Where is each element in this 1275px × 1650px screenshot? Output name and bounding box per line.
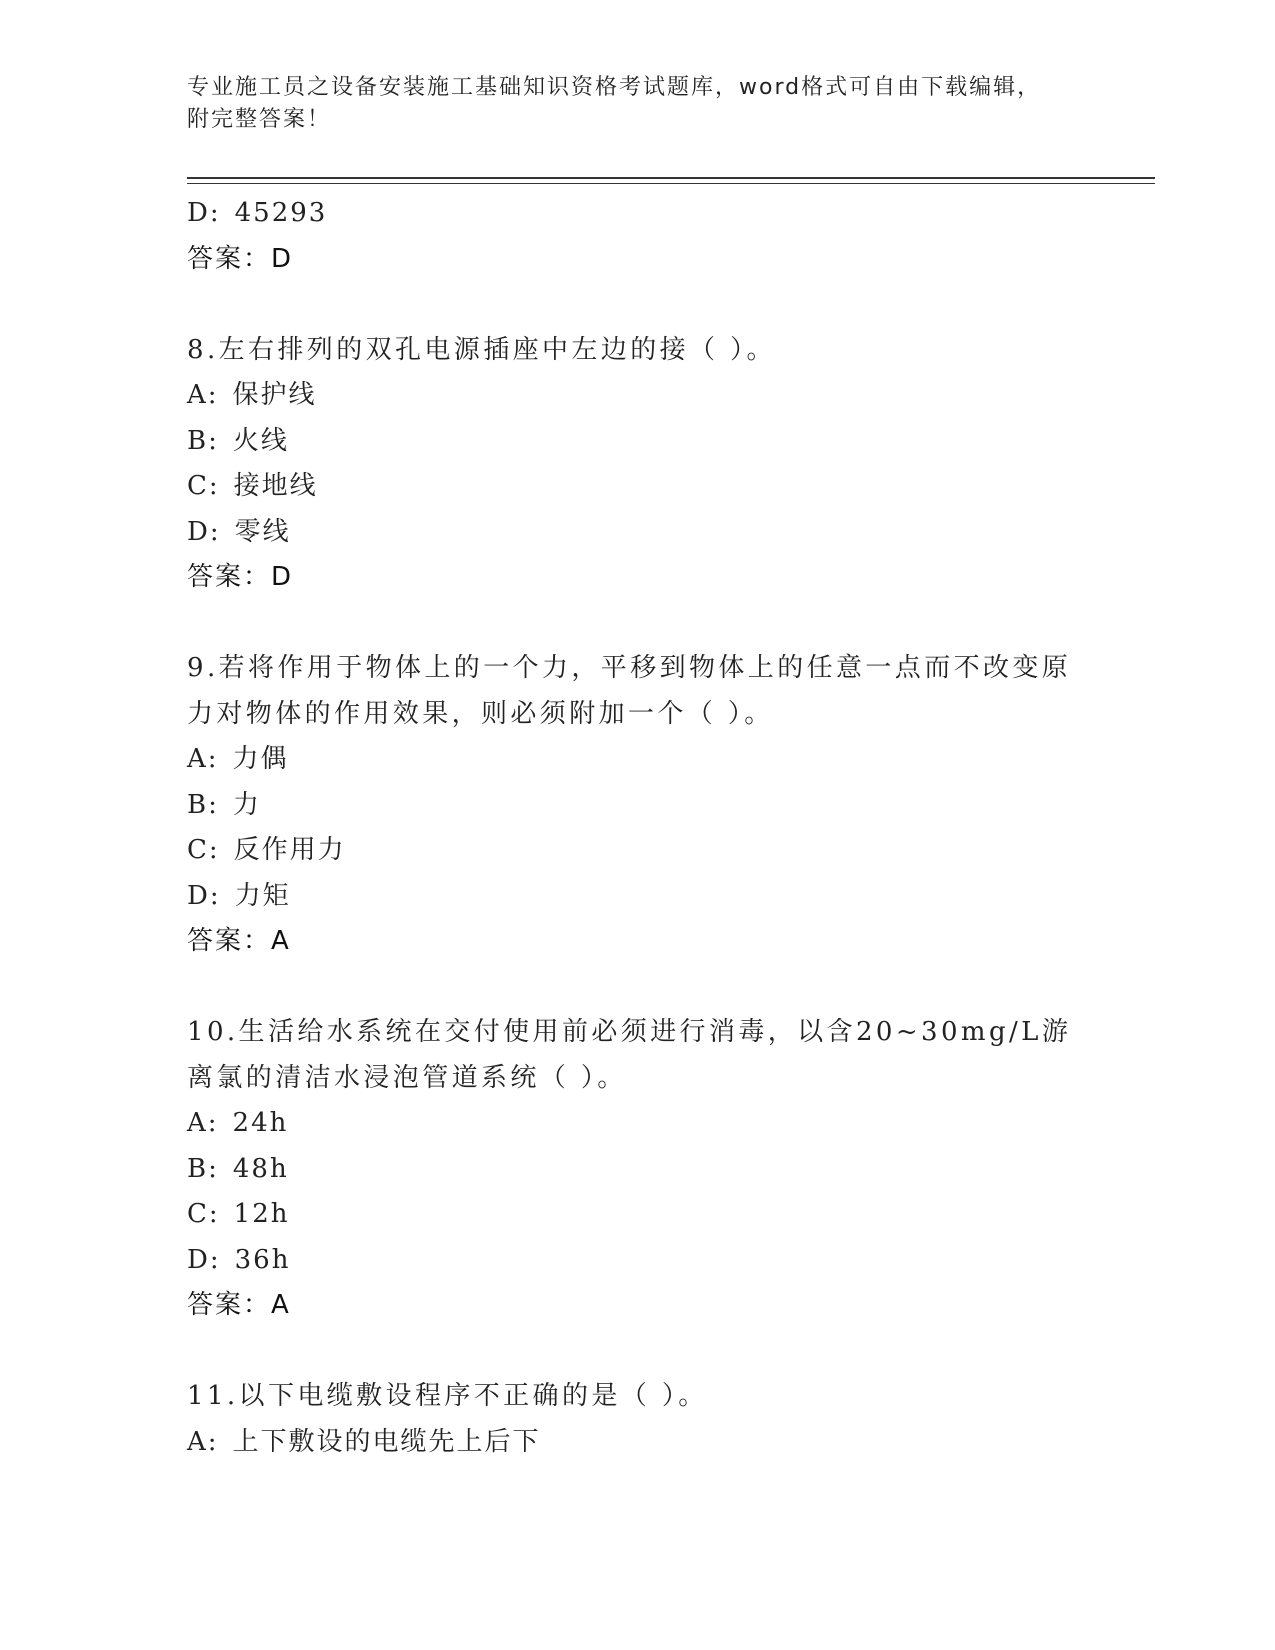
option-row bbox=[187, 828, 1087, 874]
option-row bbox=[187, 1192, 1087, 1238]
question-list bbox=[187, 191, 1087, 1465]
header-line-1: 专业施工员之设备安装施工基础知识资格考试题库，word格式可自由下载编辑， bbox=[187, 75, 1042, 100]
answer-line: 答案：D bbox=[187, 243, 294, 274]
spacer bbox=[187, 1329, 1087, 1375]
option-label: C: bbox=[187, 1199, 220, 1229]
option-label: B: bbox=[187, 1153, 219, 1184]
option-text: 零线 bbox=[234, 516, 291, 547]
option-row bbox=[187, 737, 1087, 783]
option-text: 24h bbox=[232, 1108, 289, 1138]
option-label: A: bbox=[187, 1108, 219, 1138]
option-label: D: bbox=[187, 516, 221, 547]
option-row bbox=[187, 1420, 1087, 1466]
option-text: 上下敷设的电缆先上后下 bbox=[232, 1426, 541, 1457]
option-label: B: bbox=[187, 425, 219, 456]
option-text: 接地线 bbox=[233, 471, 318, 501]
option-text: 反作用力 bbox=[233, 835, 346, 865]
option-label: C: bbox=[187, 471, 220, 501]
answer-line: 答案：A bbox=[187, 926, 291, 956]
option-label: A: bbox=[187, 744, 219, 774]
option-row bbox=[187, 373, 1087, 419]
option-text: 力矩 bbox=[234, 880, 291, 911]
page-header bbox=[187, 72, 1067, 136]
option-label: D: bbox=[187, 198, 221, 228]
option-text: 45293 bbox=[234, 198, 328, 228]
spacer bbox=[187, 282, 1087, 328]
option-label: B: bbox=[187, 789, 219, 820]
option-label: D: bbox=[187, 1244, 221, 1275]
option-text: 力偶 bbox=[232, 744, 289, 774]
option-row bbox=[187, 1147, 1087, 1193]
option-text: 保护线 bbox=[232, 380, 317, 410]
option-label: A: bbox=[187, 1426, 219, 1457]
option-row bbox=[187, 510, 1087, 556]
option-label: A: bbox=[187, 380, 219, 410]
header-line-2: 附完整答案！ bbox=[187, 107, 332, 132]
option-row bbox=[187, 191, 1087, 237]
header-divider-thin bbox=[187, 183, 1155, 184]
answer-line: 答案：A bbox=[187, 1290, 291, 1320]
option-text: 力 bbox=[232, 789, 261, 820]
question-text: 11.以下电缆敷设程序不正确的是（ ）。 bbox=[187, 1381, 708, 1411]
spacer bbox=[187, 965, 1087, 1011]
option-text: 36h bbox=[234, 1244, 291, 1275]
option-label: D: bbox=[187, 880, 221, 911]
spacer bbox=[187, 601, 1087, 647]
header-divider-thick bbox=[187, 177, 1155, 179]
question-text: 10.生活给水系统在交付使用前必须进行消毒，以含20~30mg/L游离氯的清洁水浸泡管道系统（ ）。 bbox=[187, 1017, 1072, 1093]
option-row bbox=[187, 1238, 1087, 1284]
option-row bbox=[187, 464, 1087, 510]
question-text: 9.若将作用于物体上的一个力，平移到物体上的任意一点而不改变原力对物体的作用效果，则必须附加一个（ ）。 bbox=[187, 653, 1072, 729]
option-row bbox=[187, 874, 1087, 920]
option-label: C: bbox=[187, 835, 220, 865]
answer-line: 答案：D bbox=[187, 562, 294, 592]
option-text: 48h bbox=[232, 1153, 289, 1184]
option-row bbox=[187, 783, 1087, 829]
option-text: 火线 bbox=[232, 425, 289, 456]
question-text: 8.左右排列的双孔电源插座中左边的接（ ）。 bbox=[187, 334, 776, 365]
option-row bbox=[187, 1101, 1087, 1147]
option-row bbox=[187, 419, 1087, 465]
option-text: 12h bbox=[233, 1199, 290, 1229]
